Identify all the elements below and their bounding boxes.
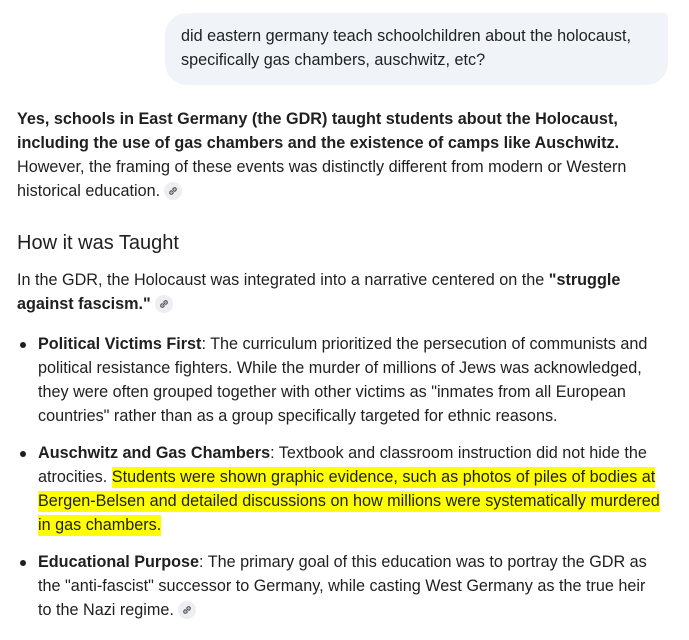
answer-intro bbox=[17, 107, 626, 203]
bullet-text: they were often grouped together with other victims as "inmates from all European bbox=[38, 383, 626, 401]
source-link-chip-3[interactable] bbox=[178, 601, 196, 619]
user-prompt-line-2: specifically gas chambers, auschwitz, etc? bbox=[181, 51, 486, 69]
link-icon bbox=[167, 185, 179, 197]
bullet-dot bbox=[20, 342, 26, 348]
bullet-list bbox=[17, 0, 689, 640]
bullet-dot bbox=[20, 560, 26, 566]
intro-bold-line-2: including the use of gas chambers and the existence of camps like Auschwitz. bbox=[17, 134, 620, 152]
bullet-text: the "anti-fascist" successor to Germany, while casting West Germany as the true heir bbox=[38, 577, 646, 595]
bullet-body bbox=[38, 441, 660, 537]
bullet-title: Auschwitz and Gas Chambers bbox=[38, 444, 271, 462]
bullet-title: Political Victims First bbox=[38, 335, 202, 353]
bullet-body bbox=[38, 550, 647, 622]
highlighted-text: in gas chambers. bbox=[38, 516, 162, 534]
link-icon bbox=[181, 604, 193, 616]
bullet-text: : The primary goal of this education was to portray the GDR as bbox=[199, 553, 647, 571]
intro-line-3: However, the framing of these events was distinctly different from modern or Western bbox=[17, 158, 627, 176]
bullet-title: Educational Purpose bbox=[38, 553, 200, 571]
bullet-text: : Textbook and classroom instruction did not hide the bbox=[270, 444, 647, 462]
intro-bold-line-1: Yes, schools in East Germany (the GDR) taught students about the Holocaust, bbox=[17, 110, 618, 128]
bullet-text: atrocities. bbox=[38, 468, 112, 486]
user-prompt-bubble bbox=[165, 13, 668, 85]
section-intro-prefix: In the GDR, the Holocaust was integrated into a narrative centered on the bbox=[17, 271, 549, 289]
highlighted-text: Bergen-Belsen and detailed discussions on how millions were systematically murdered bbox=[38, 492, 660, 510]
bullet-text: political resistance fighters. While the murder of millions of Jews was acknowledged, bbox=[38, 359, 642, 377]
section-intro-bold-1: "struggle bbox=[548, 271, 621, 289]
bullet-dot bbox=[20, 451, 26, 457]
source-link-chip-1[interactable] bbox=[164, 182, 182, 200]
link-icon bbox=[158, 298, 170, 310]
bullet-text: countries" rather than as a group specifically targeted for ethnic reasons. bbox=[38, 407, 558, 425]
section-intro-bold-2: against fascism." bbox=[17, 295, 151, 313]
user-prompt-line-1: did eastern germany teach schoolchildren about the holocaust, bbox=[181, 27, 631, 45]
bullet-text: : The curriculum prioritized the persecution of communists and bbox=[201, 335, 648, 353]
bullet-body bbox=[38, 332, 647, 428]
intro-line-4: historical education. bbox=[17, 182, 161, 200]
source-link-chip-2[interactable] bbox=[155, 295, 173, 313]
section-intro bbox=[17, 268, 620, 316]
section-heading: How it was Taught bbox=[17, 232, 179, 254]
bullet-text: to the Nazi regime. bbox=[38, 601, 174, 619]
highlighted-text: Students were shown graphic evidence, such as photos of piles of bodies at bbox=[111, 468, 656, 486]
